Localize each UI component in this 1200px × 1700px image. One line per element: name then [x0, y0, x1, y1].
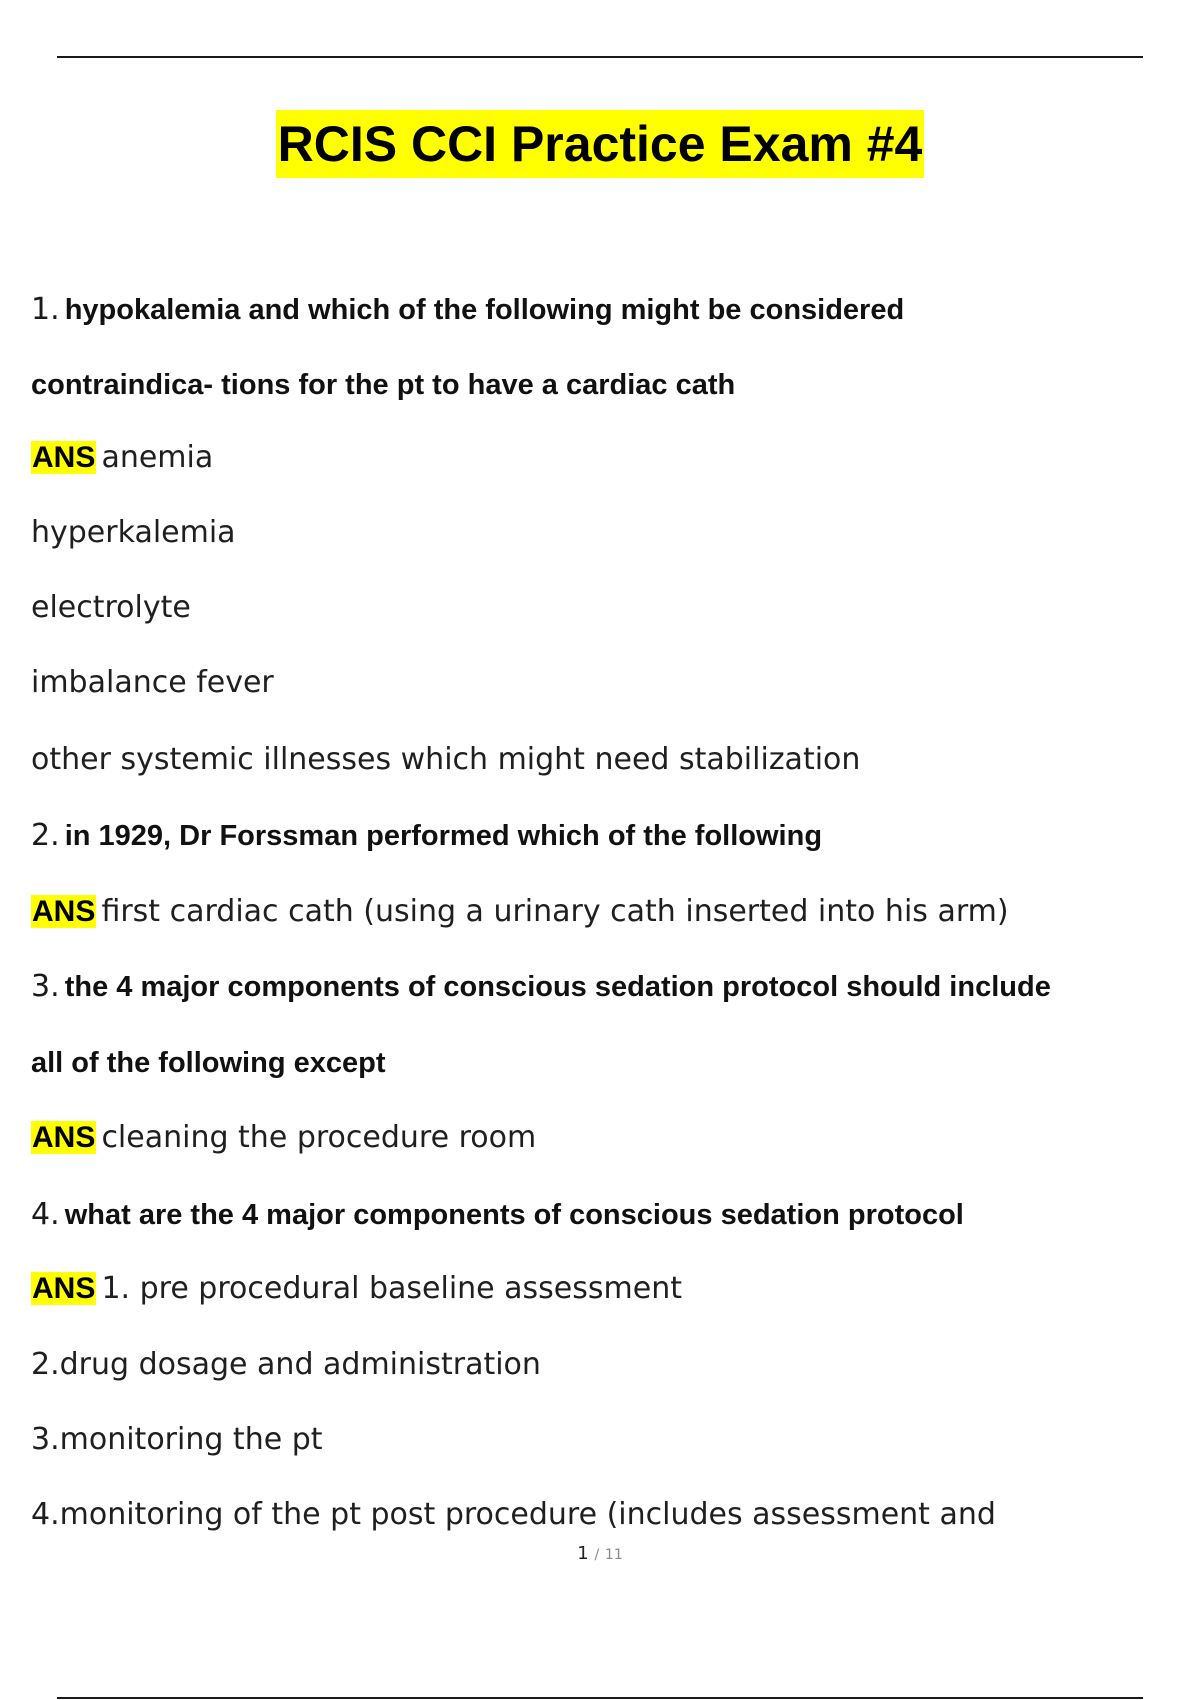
question-3	[31, 967, 1180, 1007]
question-number: 3.	[31, 969, 60, 1004]
answer-text: cleaning the procedure room	[101, 1120, 537, 1155]
list-number: 3.	[31, 1422, 60, 1457]
answer-3	[31, 1118, 1180, 1158]
answer-4-list-item	[31, 1495, 1180, 1535]
ans-label: ANS	[32, 895, 96, 928]
ans-label: ANS	[32, 1121, 96, 1154]
question-text: in 1929, Dr Forssman performed which of the following	[64, 820, 823, 852]
answer-text: electrolyte	[31, 590, 191, 625]
bottom-rule	[57, 1697, 1143, 1699]
answer-4-list-item	[31, 1345, 1180, 1385]
ans-label: ANS	[32, 441, 96, 474]
top-rule	[57, 56, 1143, 58]
question-4	[31, 1195, 1180, 1235]
question-text: hypokalemia and which of the following might be considered	[64, 294, 905, 326]
list-text: monitoring of the pt post procedure (includes assessment and	[59, 1497, 996, 1532]
list-number: 4.	[31, 1497, 60, 1532]
question-text: what are the 4 major components of conscious sedation protocol	[64, 1199, 964, 1231]
title-container	[0, 110, 1200, 178]
list-text: monitoring the pt	[59, 1422, 323, 1457]
answer-text: imbalance fever	[31, 665, 274, 700]
question-number: 1.	[31, 292, 60, 327]
answer-1-line	[31, 740, 1180, 780]
page-title: RCIS CCI Practice Exam #4	[276, 110, 925, 178]
answer-text: hyperkalemia	[31, 515, 236, 550]
answer-text: other systemic illnesses which might need stabilization	[31, 742, 861, 777]
question-text: the 4 major components of conscious sedation protocol should include	[64, 971, 1051, 1003]
answer-1-line	[31, 663, 1180, 703]
page-separator: /	[594, 1547, 600, 1563]
answer-1-line	[31, 588, 1180, 628]
answer-2	[31, 892, 1180, 932]
question-3-continued	[31, 1043, 1180, 1083]
answer-text: first cardiac cath (using a urinary cath inserted into his arm)	[101, 894, 1009, 929]
total-pages: 11	[604, 1547, 623, 1563]
answer-4	[31, 1269, 1180, 1309]
list-text: drug dosage and administration	[59, 1347, 541, 1382]
answer-1-line	[31, 513, 1180, 553]
answer-4-list-item	[31, 1420, 1180, 1460]
answer-text: 1. pre procedural baseline assessment	[101, 1271, 682, 1306]
question-1	[31, 290, 1180, 330]
list-number: 2.	[31, 1347, 60, 1382]
question-2	[31, 816, 1180, 856]
current-page: 1	[577, 1543, 589, 1564]
page-number	[0, 1543, 1200, 1564]
question-number: 4.	[31, 1197, 60, 1232]
ans-label: ANS	[32, 1272, 96, 1305]
question-number: 2.	[31, 818, 60, 853]
answer-1	[31, 438, 1180, 478]
question-text: contraindica- tions for the pt to have a cardiac cath	[31, 369, 736, 401]
question-text: all of the following except	[31, 1047, 386, 1079]
question-1-continued	[31, 365, 1180, 405]
answer-text: anemia	[101, 440, 214, 475]
